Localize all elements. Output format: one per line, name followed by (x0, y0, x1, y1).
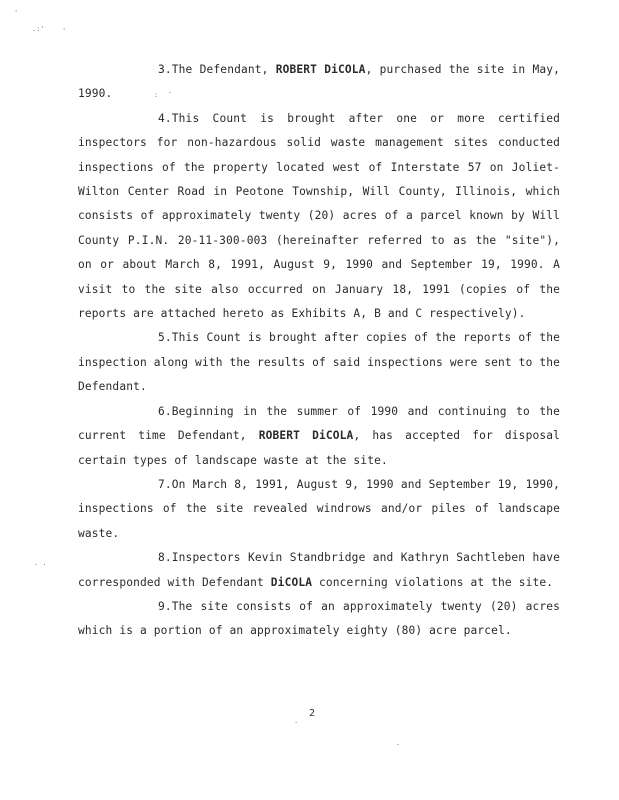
scan-speck: . (168, 87, 173, 95)
party-name: ROBERT DiCOLA (275, 63, 366, 76)
numbered-paragraph (78, 473, 560, 546)
scan-speck: ' (14, 9, 19, 17)
paragraph-number: 4. (158, 111, 172, 125)
scan-speck: . . (34, 559, 47, 567)
paragraph-number: 3. (158, 63, 172, 76)
numbered-paragraph (78, 58, 560, 107)
scan-speck: . (294, 717, 299, 725)
paragraph-number: 7. (158, 477, 172, 491)
scan-speck: . (396, 739, 401, 747)
paragraph-text: Inspectors Kevin Standbridge and Kathryn Sachtleben have corresponded with Defendant (78, 551, 560, 589)
page-number: 2 (309, 708, 316, 719)
paragraph-text: The Defendant, (171, 63, 276, 76)
numbered-paragraph (78, 400, 560, 473)
paragraph-text: Beginning in the summer of 1990 and continuing to the current time Defendant, (78, 404, 560, 443)
paragraph-text: On March 8, 1991, August 9, 1990 and September 19, 1990, inspections of the site revealed windrows and/or piles of landscape waste. (78, 477, 560, 540)
numbered-paragraph (78, 546, 560, 595)
paragraph-text: This Count is brought after one or more certified inspectors for non-hazardous solid waste management sites conducted inspections of the property located west of Interstate 57 on Joliet-Wilton Center Road in Peotone Township, Will County, Illinois, which consists of approximately twenty (20) acres of a parcel known by Will County P.I.N. 20-11-300-003 (hereinafter referred to as the "site"), on or about March 8, 1991, August 9, 1990 and September 19, 1990. A visit to the site also occurred on January 18, 1991 (copies of the reports are attached hereto as Exhibits A, B and C respectively). (78, 111, 560, 321)
paragraph-text: This Count is brought after copies of the reports of the inspection along with the results of said inspections were sent to the Defendant. (78, 331, 560, 394)
paragraph-text: concerning violations at the site. (312, 575, 554, 589)
paragraph-text: The site consists of an approximately twenty (20) acres which is a portion of an approximately eighty (80) acre parcel. (78, 599, 560, 638)
numbered-paragraph (78, 107, 560, 327)
paragraph-number: 8. (158, 551, 172, 565)
paragraph-text: , purchased the site in May, 1990. (78, 63, 560, 101)
paragraph-text: , has accepted for disposal certain types of landscape waste at the site. (78, 429, 560, 467)
party-name: DiCOLA (270, 575, 313, 589)
paragraph-number: 9. (158, 599, 172, 613)
party-name: ROBERT DiCOLA (258, 429, 354, 443)
numbered-paragraph (78, 326, 560, 399)
scan-speck: : (154, 91, 159, 99)
paragraph-number: 6. (158, 404, 172, 418)
scan-speck: .:' (32, 25, 45, 33)
document-body (78, 58, 560, 644)
paragraph-number: 5. (158, 331, 172, 345)
scan-speck: ' (62, 27, 67, 35)
numbered-paragraph (78, 595, 560, 644)
